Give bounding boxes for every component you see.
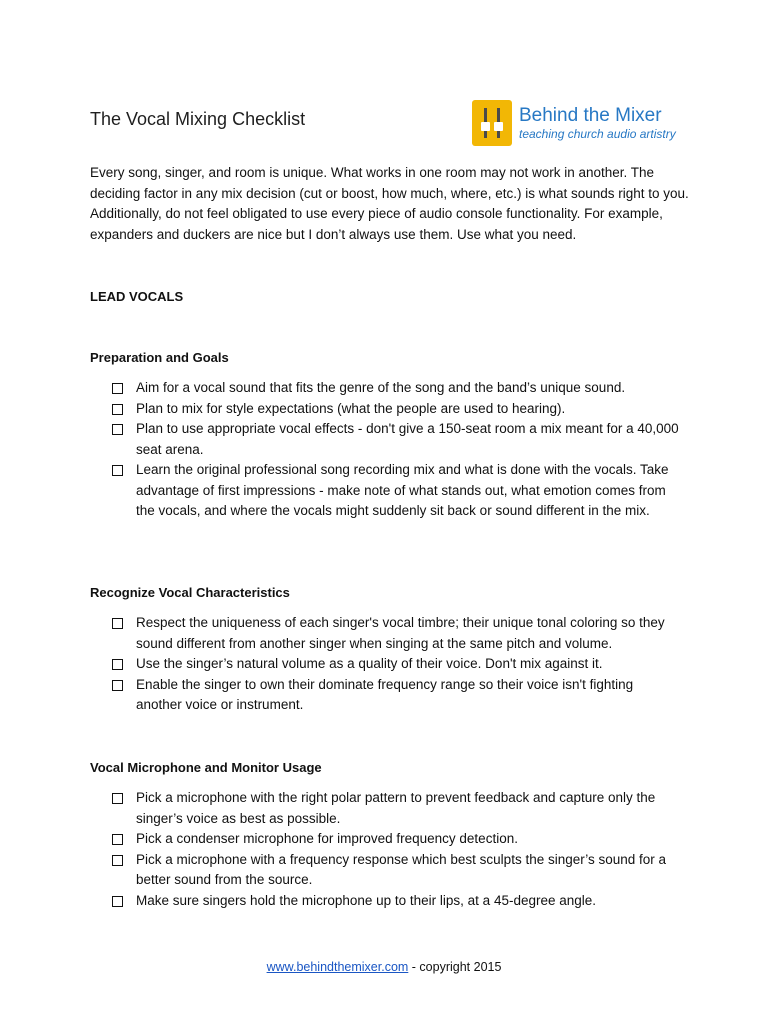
checkbox[interactable] — [112, 404, 123, 415]
copyright-text: - copyright 2015 — [408, 960, 502, 974]
checkbox[interactable] — [112, 659, 123, 670]
document-title: The Vocal Mixing Checklist — [90, 109, 306, 129]
checklist-item: Aim for a vocal sound that fits the genre of the song and the band’s unique sound. — [112, 378, 682, 399]
checkbox[interactable] — [112, 383, 123, 394]
website-link[interactable]: www.behindthemixer.com — [266, 960, 409, 974]
logo-tagline: teaching church audio artistry — [519, 127, 676, 141]
checklist-item: Enable the singer to own their dominate frequency range so their voice isn't fighting another voice or instrument. — [112, 675, 682, 716]
checkbox[interactable] — [112, 793, 123, 804]
subheading-vocal-microphone-and-monitor-usage: Vocal Microphone and Monitor Usage — [90, 760, 322, 775]
checklist-item: Respect the uniqueness of each singer's vocal timbre; their unique tonal coloring so they sound different from another singer when singing at the same pitch and volume. — [112, 613, 682, 654]
checkbox[interactable] — [112, 834, 123, 845]
checklist-item: Pick a microphone with a frequency response which best sculpts the singer’s sound for a better sound from the source. — [112, 850, 682, 891]
fader-logo-icon — [472, 100, 512, 146]
checkbox[interactable] — [112, 424, 123, 435]
checkbox[interactable] — [112, 465, 123, 476]
intro-paragraph: Every song, singer, and room is unique. What works in one room may not work in another. The deciding factor in any mix decision (cut or boost, how much, where, etc.) is what sounds right to you. Additionally, do not feel obligated to use every piece of audio console functionality. For example, expanders and duckers are nice but I don’t always use them. Use what you need. — [90, 165, 689, 242]
checklist-item: Use the singer’s natural volume as a quality of their voice. Don't mix against it. — [112, 654, 682, 675]
checklist-item: Learn the original professional song recording mix and what is done with the vocals. Take advantage of first impressions - make note of what stands out, what emotion comes from the vocals, and where the vocals might suddenly sit back or sound different in the mix. — [112, 460, 682, 522]
section-heading-lead-vocals: LEAD VOCALS — [90, 289, 184, 304]
checkbox[interactable] — [112, 680, 123, 691]
footer — [0, 960, 768, 974]
checkbox[interactable] — [112, 855, 123, 866]
checklist-item: Pick a microphone with the right polar pattern to prevent feedback and capture only the singer’s voice as best as possible. — [112, 788, 682, 829]
checklist-item: Pick a condenser microphone for improved frequency detection. — [112, 829, 682, 850]
logo-brand-name: Behind the Mixer — [519, 105, 662, 126]
behind-the-mixer-logo — [472, 99, 676, 147]
subheading-preparation-and-goals: Preparation and Goals — [90, 350, 229, 365]
subheading-recognize-vocal-characteristics: Recognize Vocal Characteristics — [90, 585, 290, 600]
checklist-item: Plan to mix for style expectations (what the people are used to hearing). — [112, 399, 682, 420]
checkbox[interactable] — [112, 896, 123, 907]
checklist-item: Make sure singers hold the microphone up to their lips, at a 45-degree angle. — [112, 891, 682, 912]
checklist-microphone-usage — [112, 788, 682, 911]
checklist-vocal-characteristics — [112, 613, 682, 716]
checklist-item: Plan to use appropriate vocal effects - don't give a 150-seat room a mix meant for a 40,000 seat arena. — [112, 419, 682, 460]
checklist-preparation — [112, 378, 682, 522]
checkbox[interactable] — [112, 618, 123, 629]
